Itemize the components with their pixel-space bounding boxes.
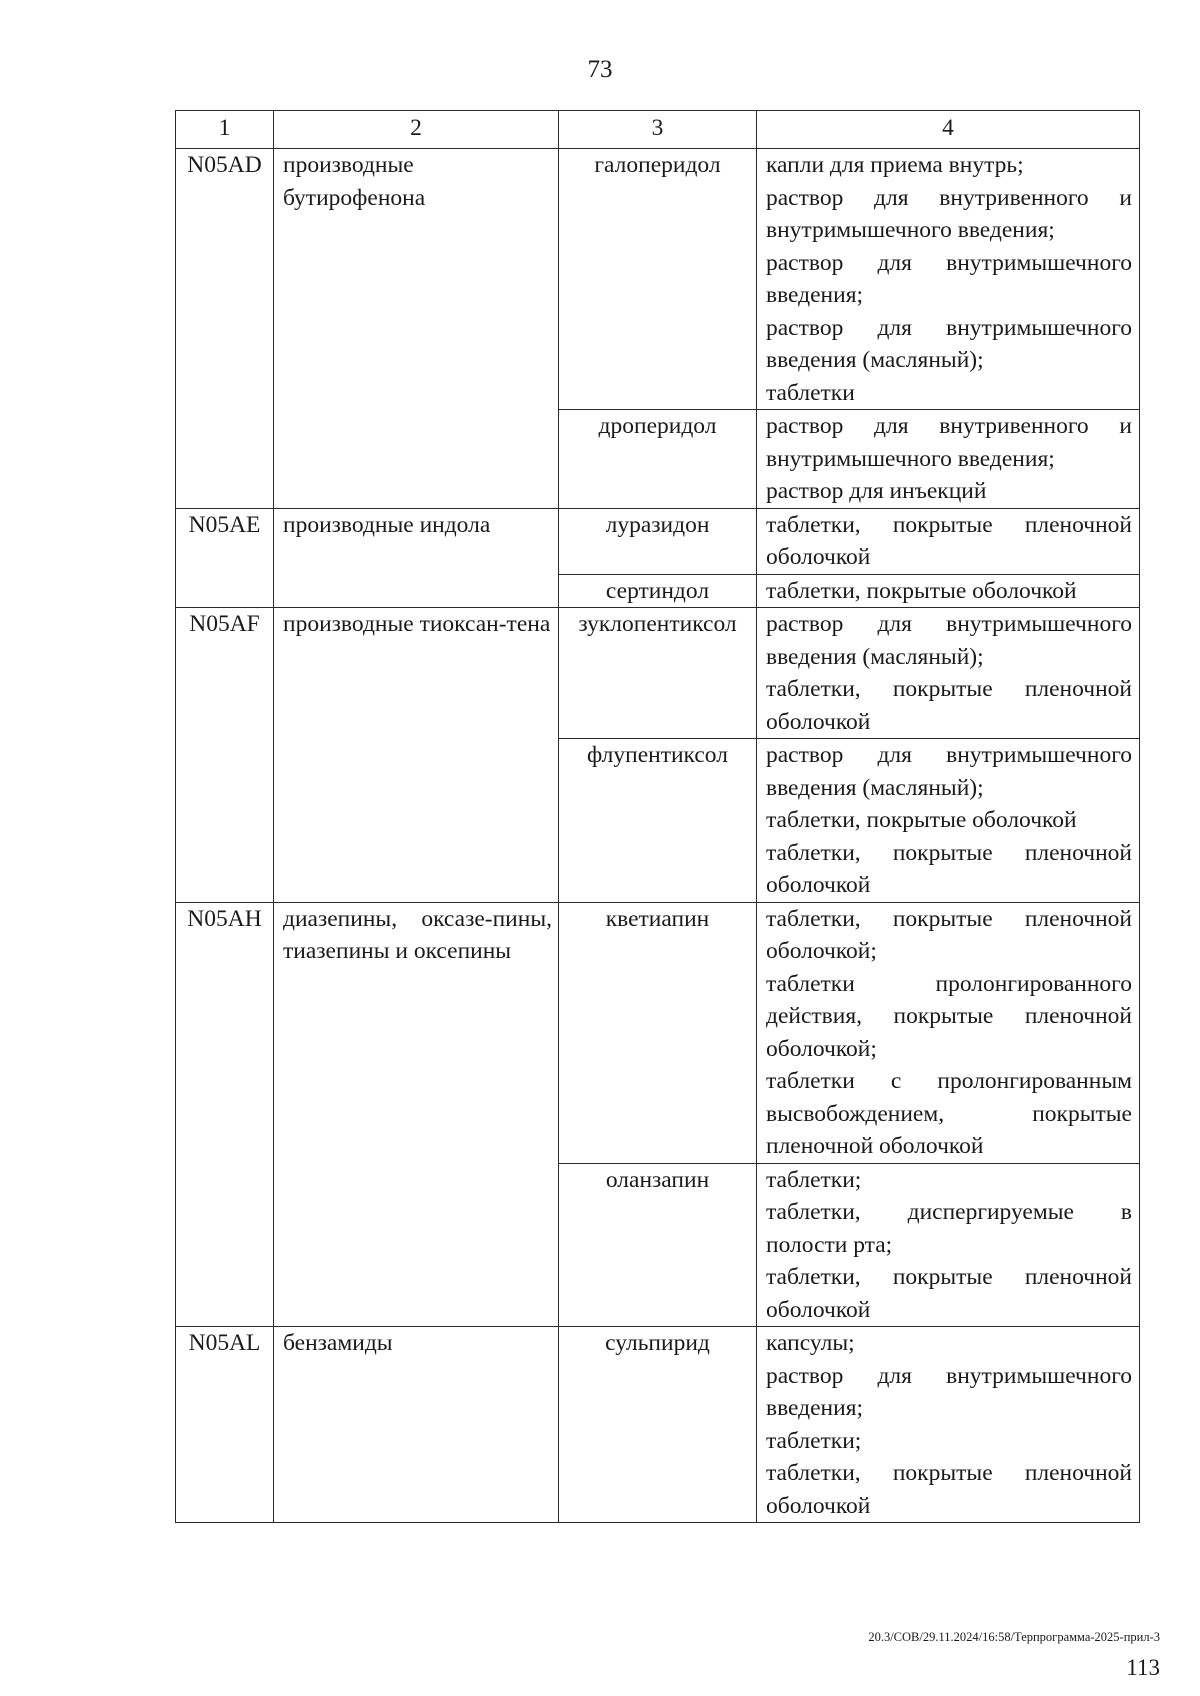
atc-code-cell: N05AL xyxy=(176,1327,274,1523)
drug-name-cell: галоперидол xyxy=(559,149,757,410)
dosage-form-item: таблетки xyxy=(766,379,855,406)
table-row xyxy=(176,508,1140,574)
drug-name-cell: кветиапин xyxy=(559,902,757,1163)
drug-name-cell: сульпирид xyxy=(559,1327,757,1523)
table-header-row xyxy=(176,111,1140,149)
atc-code-cell: N05AD xyxy=(176,149,274,509)
dosage-form-item: таблетки, диспергируемые в полости рта; xyxy=(766,1199,1132,1258)
header-cell: 4 xyxy=(757,111,1140,149)
dosage-form-item: таблетки, покрытые оболочкой xyxy=(766,807,1077,833)
dosage-form-item: капли для приема внутрь; xyxy=(766,152,1024,178)
dosage-form-item: таблетки, покрытые пленочной оболочкой xyxy=(766,839,1132,898)
dosage-forms-cell xyxy=(757,574,1140,608)
dosage-form-item: раствор для внутримышечного введения (масляный); xyxy=(766,742,1132,801)
atc-code-cell: N05AE xyxy=(176,508,274,608)
document-stamp: 20.3/СОВ/29.11.2024/16:58/Терпрограмма-2025-прил-3 xyxy=(868,1630,1160,1644)
drug-name-cell: сертиндол xyxy=(559,574,757,608)
group-name-cell: производные бутирофенона xyxy=(274,149,559,509)
dosage-form-item: капсулы; xyxy=(766,1330,855,1356)
dosage-form-item: таблетки, покрытые оболочкой xyxy=(766,577,1077,604)
dosage-form-item: таблетки, покрытые пленочной оболочкой xyxy=(766,1264,1132,1323)
dosage-form-item: раствор для внутримышечного введения; xyxy=(766,249,1132,308)
dosage-form-item: раствор для внутримышечного введения; xyxy=(766,1362,1132,1421)
dosage-forms-cell xyxy=(757,1163,1140,1327)
dosage-form-item: таблетки; xyxy=(766,1166,862,1193)
group-name-cell: диазепины, оксазе-пины, тиазепины и оксепины xyxy=(274,902,559,1327)
dosage-forms-cell xyxy=(757,902,1140,1163)
dosage-form-item: таблетки с пролонгированным высвобождением, покрытые пленочной оболочкой xyxy=(766,1068,1132,1159)
drug-name-cell: дроперидол xyxy=(559,410,757,509)
table-row xyxy=(176,1327,1140,1523)
group-name-cell: производные индола xyxy=(274,508,559,608)
table-row xyxy=(176,902,1140,1163)
dosage-forms-cell xyxy=(757,149,1140,410)
drug-name-cell: флупентиксол xyxy=(559,739,757,903)
dosage-forms-cell xyxy=(757,608,1140,739)
drug-table xyxy=(175,110,1140,1523)
dosage-form-item: таблетки, покрытые пленочной оболочкой xyxy=(766,511,1132,570)
group-name-cell: производные тиоксан-тена xyxy=(274,608,559,903)
dosage-form-item: раствор для внутривенного и внутримышечного введения; xyxy=(766,413,1132,472)
atc-code-cell: N05AH xyxy=(176,902,274,1327)
page-number-bottom: 113 xyxy=(1126,1655,1160,1680)
dosage-form-item: таблетки, покрытые пленочной оболочкой xyxy=(766,676,1132,735)
group-name-cell: бензамиды xyxy=(274,1327,559,1523)
drug-name-cell: зуклопентиксол xyxy=(559,608,757,739)
dosage-form-item: раствор для внутримышечного введения (масляный); xyxy=(766,611,1132,670)
header-cell: 3 xyxy=(559,111,757,149)
dosage-form-item: раствор для инъекций xyxy=(766,478,987,504)
atc-code-cell: N05AF xyxy=(176,608,274,903)
dosage-form-item: таблетки пролонгированного действия, покрытые пленочной оболочкой; xyxy=(766,970,1132,1062)
table-row xyxy=(176,608,1140,739)
dosage-form-item: раствор для внутримышечного введения (масляный); xyxy=(766,314,1132,373)
page-number-top: 73 xyxy=(587,56,613,83)
dosage-form-item: таблетки; xyxy=(766,1427,862,1454)
dosage-forms-cell xyxy=(757,410,1140,509)
header-cell: 2 xyxy=(274,111,559,149)
dosage-form-item: раствор для внутривенного и внутримышечного введения; xyxy=(766,184,1132,243)
dosage-form-item: таблетки, покрытые пленочной оболочкой xyxy=(766,1460,1132,1519)
header-cell: 1 xyxy=(176,111,274,149)
table-row xyxy=(176,149,1140,410)
dosage-forms-cell xyxy=(757,508,1140,574)
dosage-forms-cell xyxy=(757,739,1140,903)
dosage-forms-cell xyxy=(757,1327,1140,1523)
dosage-form-item: таблетки, покрытые пленочной оболочкой; xyxy=(766,905,1132,964)
drug-name-cell: оланзапин xyxy=(559,1163,757,1327)
drug-name-cell: луразидон xyxy=(559,508,757,574)
